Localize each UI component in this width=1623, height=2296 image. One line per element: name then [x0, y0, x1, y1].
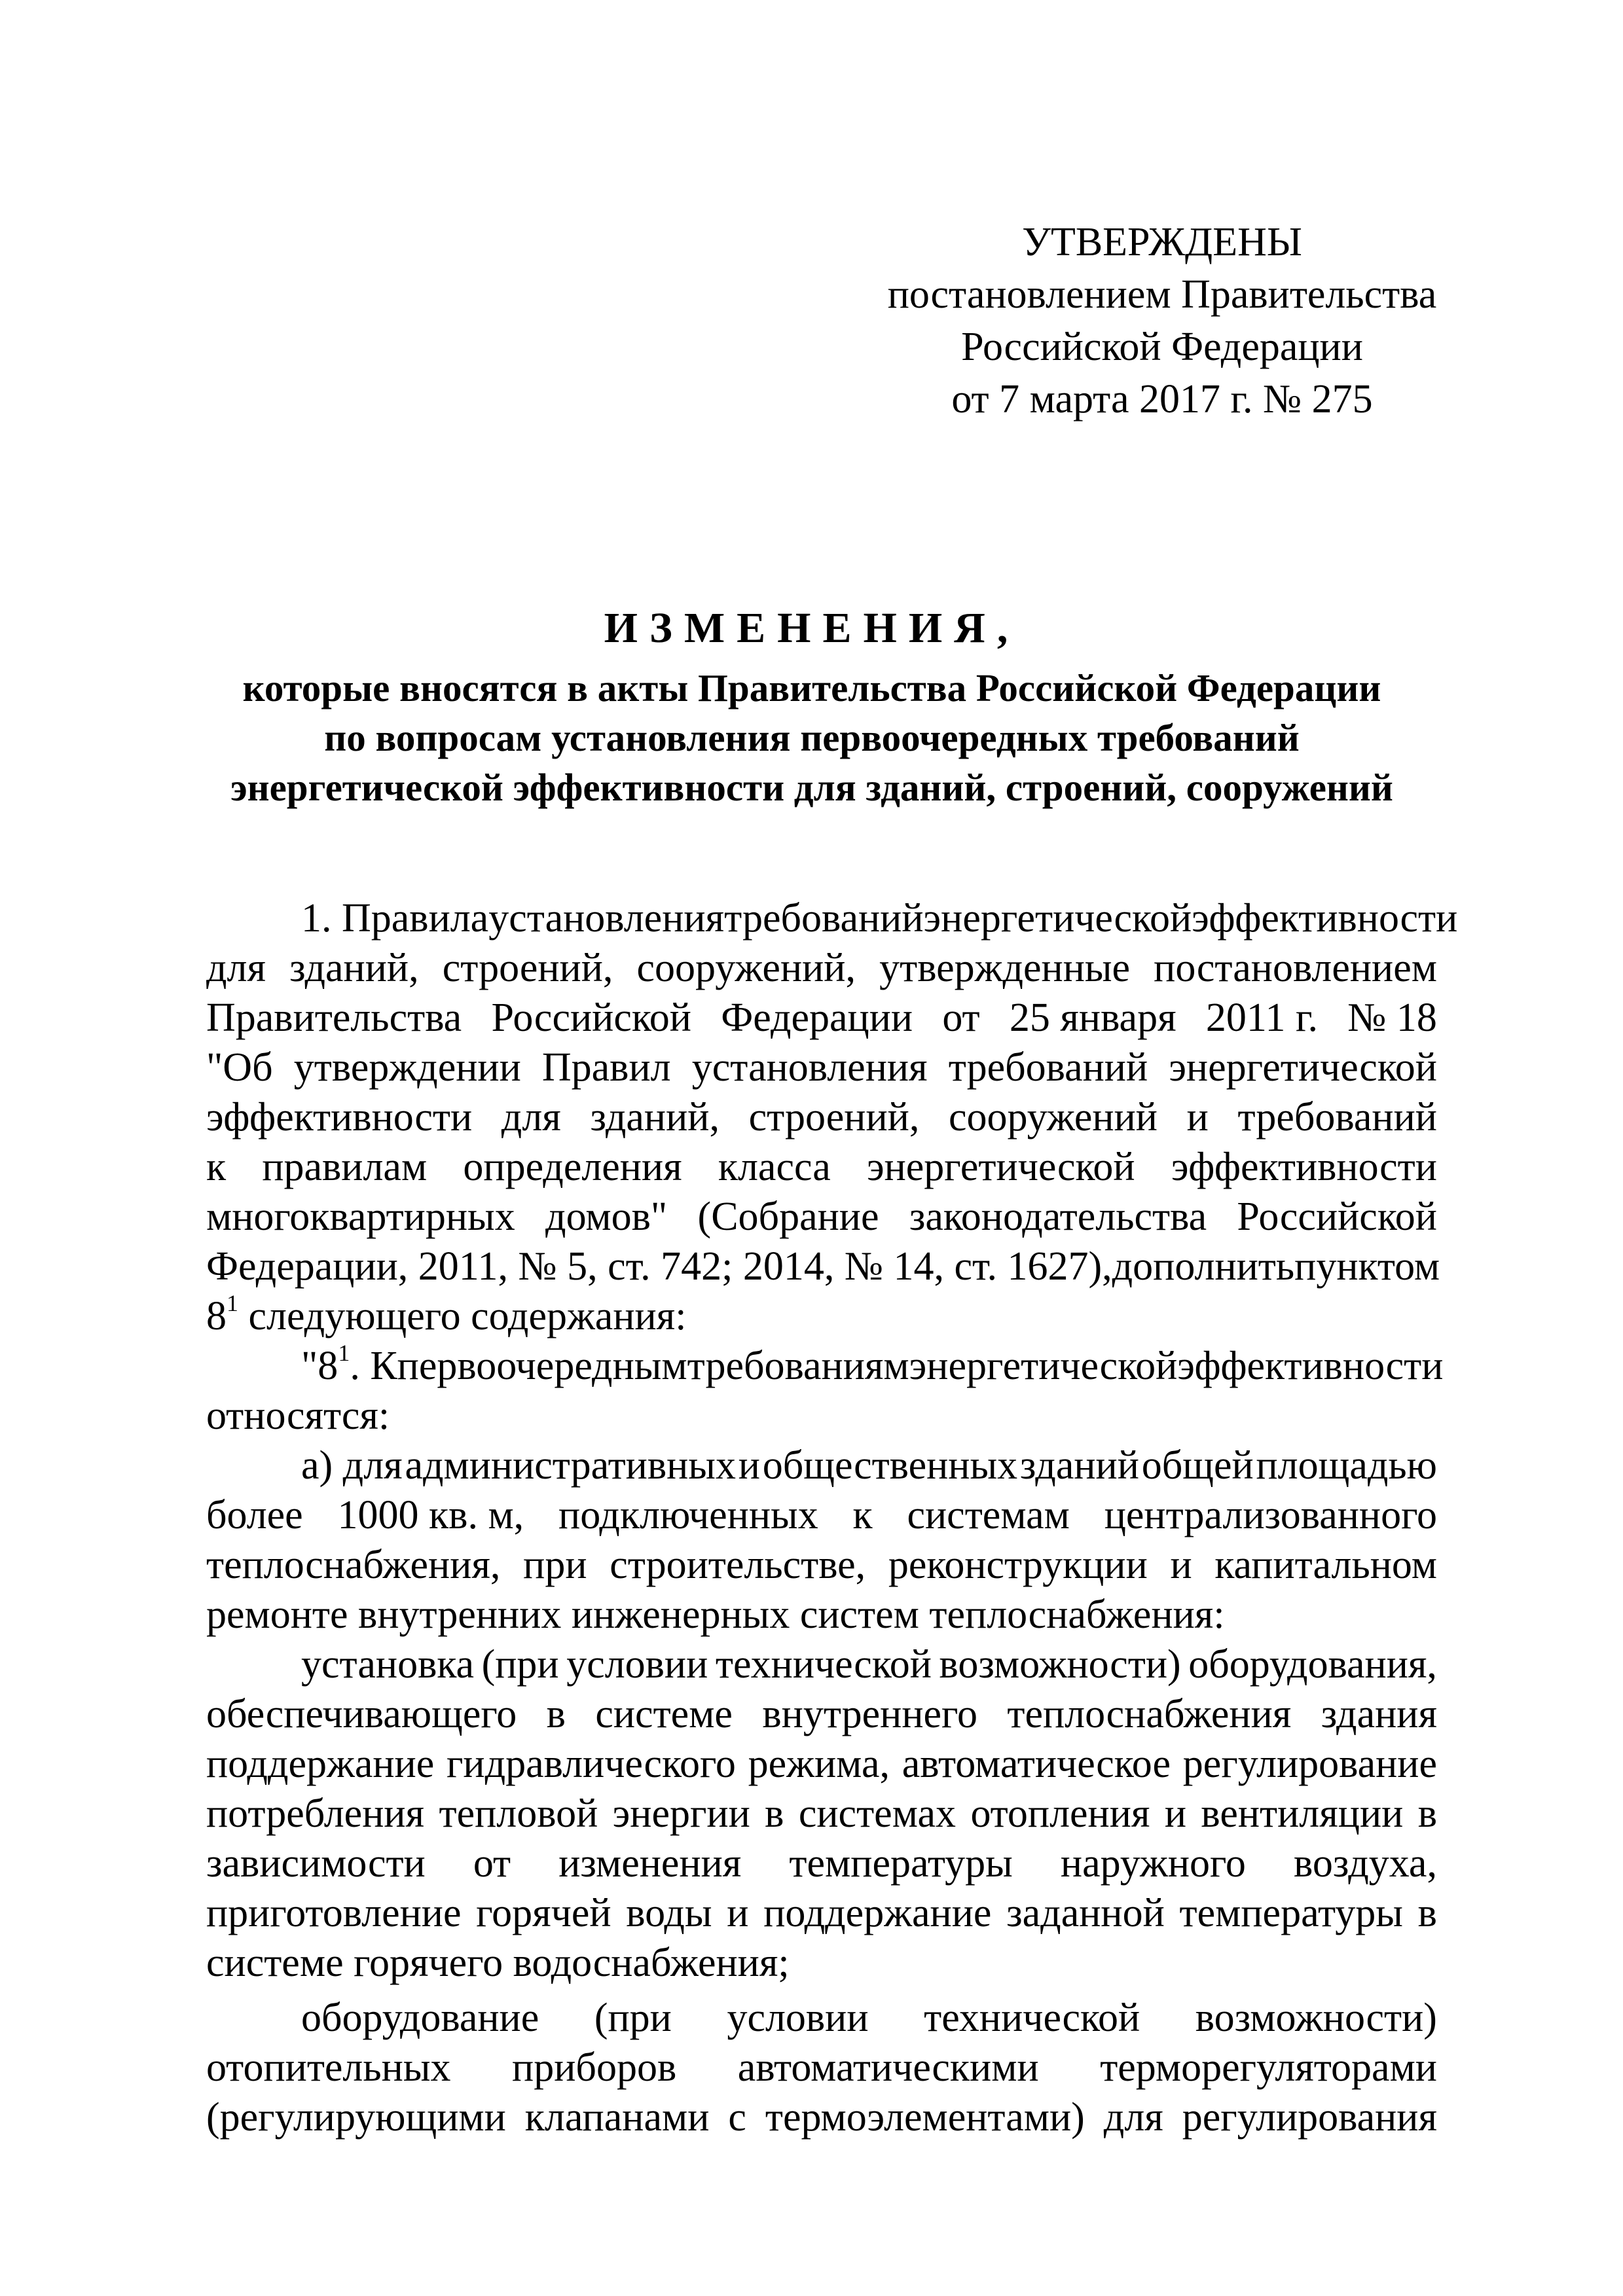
- text-fragment: теплоснабжения: [1007, 1692, 1292, 1736]
- text-fragment: технической: [715, 1642, 932, 1687]
- text-fragment: автоматическими: [737, 2045, 1039, 2090]
- text-fragment: и: [1186, 1095, 1209, 1139]
- text-fragment: приготовление: [206, 1891, 462, 1935]
- text-fragment: вентиляции: [1201, 1791, 1404, 1836]
- text-fragment: сооружений: [949, 1095, 1158, 1139]
- text-fragment: строительстве,: [610, 1543, 866, 1587]
- text-line: [206, 1291, 1437, 1341]
- text-line: [206, 1938, 1437, 1988]
- text-fragment: тепловой: [439, 1791, 598, 1836]
- text-fragment: ремонте внутренних инженерных систем теплоснабжения:: [206, 1592, 1225, 1637]
- text-fragment: возможности): [1195, 1996, 1437, 2040]
- text-fragment: установления: [691, 1045, 928, 1090]
- text-fragment: и: [1164, 1791, 1187, 1836]
- text-fragment: централизованного: [1104, 1493, 1437, 1537]
- text-fragment: автоматическое: [902, 1742, 1171, 1786]
- text-fragment: дополнить: [1112, 1244, 1295, 1289]
- text-fragment: требованиям: [687, 1344, 909, 1388]
- text-fragment: наружного: [1060, 1841, 1246, 1886]
- text-fragment: постановлением: [1154, 946, 1437, 990]
- text-fragment: воздуха,: [1293, 1841, 1437, 1886]
- text-fragment: и: [727, 1891, 749, 1935]
- text-fragment: энергетической: [923, 896, 1192, 941]
- text-fragment: первоочередным: [397, 1344, 687, 1388]
- text-fragment: многоквартирных: [206, 1194, 515, 1239]
- text-fragment: возможности): [939, 1642, 1181, 1687]
- text-fragment: Правительства: [206, 996, 462, 1040]
- text-fragment: и: [738, 1443, 760, 1488]
- text-fragment: "$8^1$. К: [301, 1340, 397, 1388]
- text-fragment: в: [1417, 1791, 1437, 1836]
- text-fragment: отопительных: [206, 2045, 451, 2090]
- text-fragment: внутреннего: [762, 1692, 977, 1736]
- text-fragment: (Собрание: [697, 1194, 879, 1239]
- text-fragment: более: [206, 1493, 303, 1537]
- text-line: [206, 1739, 1437, 1789]
- text-line: [206, 1993, 1437, 2043]
- text-fragment: зданий,: [289, 946, 419, 990]
- text-fragment: в: [546, 1692, 566, 1736]
- text-fragment: 25 января: [1009, 996, 1176, 1040]
- text-line: [206, 1092, 1437, 1142]
- text-fragment: домов": [545, 1194, 668, 1239]
- text-fragment: теплоснабжения,: [206, 1543, 501, 1587]
- text-fragment: утверждении: [293, 1045, 521, 1090]
- text-line: [206, 1142, 1437, 1192]
- text-fragment: определения: [463, 1145, 682, 1189]
- text-fragment: 1. Правила: [301, 896, 489, 941]
- text-fragment: эффективности: [1192, 896, 1458, 941]
- text-fragment: зданий: [1019, 1443, 1139, 1488]
- text-fragment: системе: [595, 1692, 733, 1736]
- subtitle-line: энергетической эффективности для зданий, строений, сооружений: [230, 766, 1393, 809]
- text-fragment: поддержание: [206, 1742, 435, 1786]
- text-fragment: к: [852, 1493, 873, 1537]
- text-line: [206, 1839, 1437, 1888]
- text-fragment: требований: [724, 896, 924, 941]
- text-fragment: для: [501, 1095, 561, 1139]
- text-fragment: регулирования: [1182, 2095, 1437, 2140]
- text-fragment: клапанами: [524, 2095, 710, 2140]
- text-fragment: № 18: [1347, 996, 1437, 1040]
- text-fragment: Федерации, 2011, № 5, ст. 742; 2014, № 14, ст. 1627),: [206, 1244, 1112, 1289]
- text-fragment: воды: [626, 1891, 712, 1935]
- text-fragment: требований: [948, 1045, 1148, 1090]
- text-fragment: административных: [405, 1443, 736, 1488]
- text-fragment: изменения: [558, 1841, 742, 1886]
- text-line: [206, 1888, 1437, 1938]
- text-fragment: а) для: [301, 1443, 403, 1488]
- text-fragment: терморегуляторами: [1100, 2045, 1437, 2090]
- text-line: [206, 1490, 1437, 1540]
- text-fragment: (при: [481, 1642, 559, 1687]
- text-fragment: Российской: [491, 996, 691, 1040]
- text-fragment: режима,: [748, 1742, 890, 1786]
- text-fragment: температуры: [789, 1841, 1013, 1886]
- text-fragment: приборов: [512, 2045, 677, 2090]
- text-fragment: отопления: [970, 1791, 1150, 1836]
- text-fragment: от: [942, 996, 980, 1040]
- approval-line: постановлением Правительства: [887, 272, 1437, 317]
- text-fragment: установления: [488, 896, 725, 941]
- text-fragment: 1000 кв. м,: [337, 1493, 524, 1537]
- text-fragment: с: [728, 2095, 746, 2140]
- text-fragment: "Об: [206, 1045, 273, 1090]
- text-line: [206, 893, 1458, 943]
- text-fragment: к: [206, 1145, 227, 1189]
- document-title: ИЗМЕНЕНИЯ,: [604, 604, 1020, 652]
- text-line: [206, 1689, 1437, 1739]
- text-fragment: пунктом: [1294, 1244, 1440, 1289]
- text-fragment: оборудования,: [1188, 1642, 1437, 1687]
- text-fragment: при: [523, 1543, 587, 1587]
- text-fragment: и: [1170, 1543, 1192, 1587]
- text-fragment: (при: [594, 1996, 672, 2040]
- subtitle-line: которые вносятся в акты Правительства Российской Федерации: [242, 666, 1381, 709]
- text-fragment: законодательства: [909, 1194, 1207, 1239]
- approval-title: УТВЕРЖДЕНЫ: [1022, 220, 1302, 264]
- text-fragment: системам: [907, 1493, 1070, 1537]
- text-line: [206, 1640, 1437, 1689]
- text-fragment: регулирование: [1182, 1742, 1437, 1786]
- text-fragment: общей: [1141, 1443, 1254, 1488]
- text-fragment: строений,: [442, 946, 613, 990]
- text-fragment: 2011 г.: [1205, 996, 1318, 1040]
- text-fragment: требований: [1237, 1095, 1437, 1139]
- text-fragment: поддержание: [763, 1891, 992, 1935]
- text-fragment: строений,: [748, 1095, 920, 1139]
- text-fragment: в: [1417, 1891, 1437, 1935]
- text-fragment: температуры: [1179, 1891, 1403, 1935]
- text-line: [206, 1441, 1437, 1490]
- text-fragment: здания: [1321, 1692, 1437, 1736]
- text-fragment: Федерации: [721, 996, 913, 1040]
- text-fragment: $8^1$ следующего содержания:: [206, 1290, 687, 1338]
- text-fragment: площадью: [1256, 1443, 1437, 1488]
- text-fragment: энергетической: [866, 1145, 1135, 1189]
- text-fragment: энергии: [612, 1791, 750, 1836]
- text-fragment: Правил: [541, 1045, 671, 1090]
- text-fragment: правилам: [262, 1145, 428, 1189]
- superscript: 1: [227, 1290, 238, 1317]
- text-line: [206, 1242, 1440, 1291]
- text-line: [206, 2043, 1437, 2092]
- document-heading: [196, 599, 1427, 812]
- text-fragment: эффективности: [206, 1095, 473, 1139]
- text-line: [206, 1192, 1437, 1242]
- text-fragment: потребления: [206, 1791, 425, 1836]
- text-fragment: зависимости: [206, 1841, 426, 1886]
- text-fragment: Российской: [1237, 1194, 1437, 1239]
- document-subtitle: [196, 663, 1427, 812]
- text-fragment: энергетической: [909, 1344, 1178, 1388]
- text-line: [206, 943, 1437, 993]
- text-fragment: оборудование: [301, 1996, 539, 2040]
- text-fragment: эффективности: [1177, 1344, 1444, 1388]
- text-fragment: условии: [727, 1996, 869, 2040]
- text-fragment: для: [206, 946, 266, 990]
- text-line: [206, 1789, 1437, 1839]
- approval-date-number: от 7 марта 2017 г. № 275: [951, 377, 1373, 422]
- text-fragment: термоэлементами): [765, 2095, 1085, 2140]
- text-fragment: сооружений,: [636, 946, 856, 990]
- text-fragment: эффективности: [1171, 1145, 1437, 1189]
- document-body: [206, 893, 1458, 2142]
- text-fragment: реконструкции: [888, 1543, 1148, 1587]
- text-line: [206, 1043, 1437, 1092]
- text-line: [206, 1540, 1437, 1590]
- text-fragment: утвержденные: [879, 946, 1131, 990]
- text-fragment: системах: [798, 1791, 957, 1836]
- text-fragment: капитальном: [1214, 1543, 1437, 1587]
- text-fragment: относятся:: [206, 1393, 390, 1438]
- text-fragment: условии: [566, 1642, 708, 1687]
- text-fragment: установка: [301, 1642, 475, 1687]
- text-fragment: (регулирующими: [206, 2095, 506, 2140]
- text-fragment: в: [765, 1791, 784, 1836]
- text-fragment: энергетической: [1169, 1045, 1437, 1090]
- text-fragment: зданий,: [590, 1095, 720, 1139]
- text-fragment: общественных: [762, 1443, 1018, 1488]
- text-line: [206, 1340, 1444, 1391]
- text-fragment: горячей: [476, 1891, 611, 1935]
- text-fragment: технической: [924, 1996, 1140, 2040]
- text-fragment: системе горячего водоснабжения;: [206, 1941, 790, 1985]
- text-fragment: обеспечивающего: [206, 1692, 517, 1736]
- text-fragment: от: [473, 1841, 511, 1886]
- approval-block: [874, 216, 1450, 425]
- text-line: [206, 1590, 1437, 1640]
- text-fragment: гидравлического: [446, 1742, 736, 1786]
- subtitle-line: по вопросам установления первоочередных требований: [324, 716, 1300, 759]
- text-fragment: подключенных: [558, 1493, 818, 1537]
- text-line: [206, 2092, 1437, 2142]
- superscript: 1: [338, 1340, 350, 1367]
- text-fragment: класса: [718, 1145, 831, 1189]
- text-fragment: для: [1103, 2095, 1163, 2140]
- text-fragment: заданной: [1006, 1891, 1165, 1935]
- text-line: [206, 1391, 1437, 1441]
- approval-line: Российской Федерации: [961, 325, 1363, 369]
- text-line: [206, 993, 1437, 1043]
